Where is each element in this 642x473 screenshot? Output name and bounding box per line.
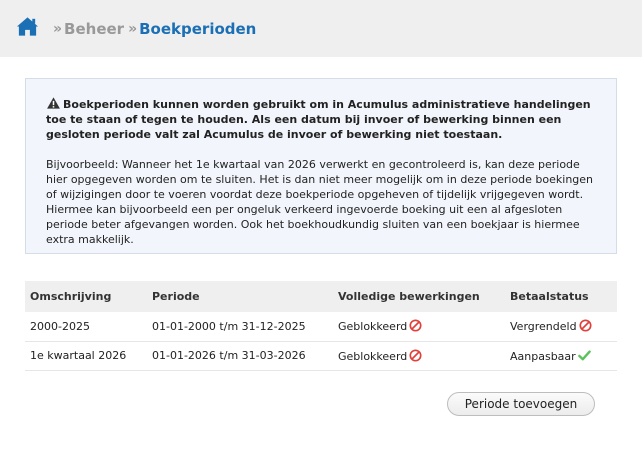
row-payment-status: Aanpasbaar xyxy=(510,349,576,363)
blocked-icon[interactable] xyxy=(409,319,422,332)
row-payment-cell xyxy=(505,312,617,341)
blocked-icon[interactable] xyxy=(409,349,422,362)
table-row[interactable] xyxy=(25,312,617,341)
row-edits-cell xyxy=(333,341,505,370)
breadcrumb-separator: » xyxy=(128,20,136,37)
warning-paragraph xyxy=(46,97,596,142)
row-period: 01-01-2026 t/m 31-03-2026 xyxy=(147,341,333,370)
example-text: Bijvoorbeeld: Wanneer het 1e kwartaal van 2026 verwerkt en gecontroleerd is, kan deze periode hier opgegeven worden om te sluiten. Het is dan niet meer mogelijk om in deze periode boekingen of wijzigingen door te voeren voordat deze boekperiode opgeheven of tijdelijk vrijgegeven wordt. Hiermee kan bijvoorbeeld een per ongeluk verkeerd ingevoerde boeking uit een al afgesloten periode beter afgevangen worden. Ook het boekhoudkundig sluiten van een boekjaar is hiermee extra makkelijk. xyxy=(46,158,594,246)
row-payment-status: Vergrendeld xyxy=(510,320,577,334)
row-edits-status: Geblokkeerd xyxy=(338,349,408,363)
warning-text: Boekperioden kunnen worden gebruikt om in Acumulus administratieve handelingen toe te staan of tegen te houden. Als een datum bij invoer of bewerking binnen een gesloten periode valt zal Acumulus de invoer of bewerking niet toestaan. xyxy=(46,98,591,141)
row-edits-cell xyxy=(333,312,505,341)
info-box xyxy=(25,78,617,254)
blocked-icon[interactable] xyxy=(579,319,592,332)
checkmark-icon[interactable] xyxy=(578,349,591,362)
table-header-row xyxy=(25,281,617,312)
column-header-betaalstatus[interactable]: Betaalstatus xyxy=(505,281,617,312)
row-description: 2000-2025 xyxy=(25,312,147,341)
periods-table xyxy=(25,281,617,371)
warning-triangle-icon xyxy=(46,97,61,109)
home-icon[interactable] xyxy=(16,15,39,37)
table-row[interactable] xyxy=(25,341,617,370)
row-payment-cell xyxy=(505,341,617,370)
breadcrumb-link-beheer[interactable]: Beheer xyxy=(64,19,125,38)
column-header-volledige-bewerkingen[interactable]: Volledige bewerkingen xyxy=(333,281,505,312)
row-description: 1e kwartaal 2026 xyxy=(25,341,147,370)
row-period: 01-01-2000 t/m 31-12-2025 xyxy=(147,312,333,341)
column-header-periode[interactable]: Periode xyxy=(147,281,333,312)
breadcrumb-bar xyxy=(0,0,642,57)
breadcrumb-separator: » xyxy=(53,20,61,37)
page-title: Boekperioden xyxy=(139,19,257,38)
column-header-omschrijving[interactable]: Omschrijving xyxy=(25,281,147,312)
add-period-button[interactable]: Periode toevoegen xyxy=(447,392,595,416)
row-edits-status: Geblokkeerd xyxy=(338,320,408,334)
